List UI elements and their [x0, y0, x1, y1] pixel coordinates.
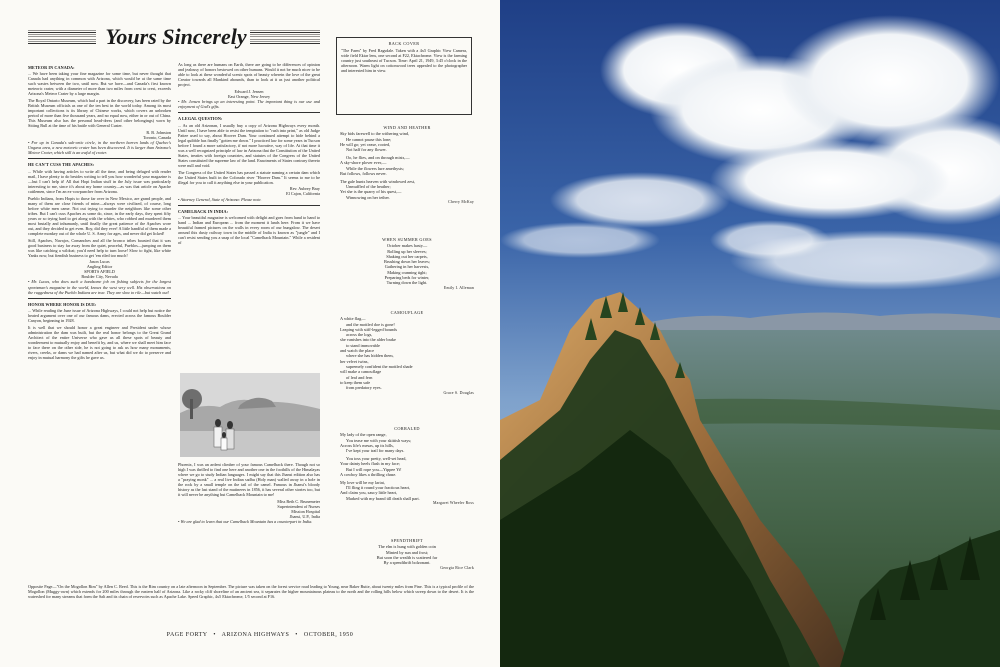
letter-signature: Jason Lucas	[89, 259, 110, 265]
poem-line: Sky bids farewell to the withering wind,	[340, 131, 410, 137]
letter-location: Boulder City, Nevada	[81, 274, 118, 280]
poem-line: where she has hidden them,	[346, 353, 394, 359]
poem-line: across the logs,	[346, 332, 373, 338]
poem-line: Oo, he flies, and on through mists,—	[346, 154, 410, 160]
poem-title: CAMOUFLAGE	[390, 310, 424, 315]
poem-line: I've kept your trail for many days.	[346, 448, 405, 454]
letter-paragraph: ... While with having articles to write all the time, and being deluged with reader mail, I have plenty to do besides writing to tell you how wonderful your magazine is—but I can't help it! All that Hopi Indian stuff in the July issue was particularly interesting to me, since it's about my home country—as was that article on Apache cattlemen, since I'm an ex-cowpuncher from Arizona.	[28, 168, 171, 194]
poem-author: Grace S. Douglas	[443, 390, 474, 395]
divider	[28, 298, 171, 299]
editor-note: • Attorney General, State of Arizona: Please note.	[178, 196, 262, 202]
poem-line: Shaking out her carpets,	[386, 253, 428, 259]
poem-title: WIND AND HEATHER	[383, 125, 431, 130]
poem-line: her velvet twins,	[340, 358, 369, 364]
footer-magazine-name: ARIZONA HIGHWAYS	[221, 632, 290, 638]
letter-signature: Edward J. Jensen	[234, 88, 264, 94]
poem-line: Turning down the light.	[386, 280, 428, 286]
poem-line: A cowboy likes a thrilling chase.	[340, 471, 397, 477]
poem-line: He cannot pause this lone;	[346, 136, 392, 142]
poem-author: Emily I. Alleman	[443, 286, 474, 291]
letter-signature: R. B. Johnston	[146, 129, 171, 135]
poem-author: Margaret Wheeler Ross	[432, 501, 474, 506]
poem-line: My lady of the open range,	[340, 432, 387, 438]
editor-note: • Mr. Lucas, who does such a handsome job on fishing subjects for the largest sportsman's magazine in the world, knows the west very well. His observations on the ruggedness of the Pueblo Indians are true. They are slow to rile—but watch out!	[28, 279, 171, 295]
footer-date: OCTOBER, 1950	[303, 632, 354, 638]
divider	[178, 112, 320, 113]
letter-signature: Rev. Aubrey Bray	[289, 186, 320, 192]
editor-note: • For up in Canada's sub-artic circle, in the northern barren lands of Quebec's Ungava area, a new meteoric crater has been discovered. It is larger than Arizona's Meteor Crater, which still is an awful of crater.	[28, 139, 171, 156]
poem-line: Not half for any flower.	[346, 147, 387, 153]
poem-line: she vanishes into the alder brake	[340, 337, 396, 343]
footer-page-number: PAGE FORTY	[166, 632, 208, 638]
poem-line: Leaping with stiff-legged bounds	[340, 326, 398, 332]
footer-separator: •	[213, 632, 216, 638]
poem-line: of leaf and fern	[346, 374, 373, 380]
letter-heading: HE CAN'T CUSS THE APACHES:	[28, 162, 95, 168]
poem-title: CORRALED	[394, 426, 420, 431]
poem-line: October makes hasty—	[386, 243, 428, 249]
letter-location: Jhansi, U.P., India	[289, 514, 320, 520]
poem-wind-and-heather	[340, 125, 474, 206]
poem-when-summer-goes	[340, 237, 474, 291]
poem-line: He will go; yet cease, rooted,	[340, 141, 391, 147]
poem-line: Winnowing on her tether.	[346, 194, 390, 200]
poem-line: My love will be my lariat,	[340, 479, 385, 485]
poem-line: The gale hunts heaven with windowed zest,	[340, 178, 416, 184]
mogollon-rim-photo	[500, 0, 1000, 667]
poem-line: will make a camouflage	[340, 369, 382, 375]
letter-heading: CAMELBACK IN INDIA:	[178, 208, 229, 214]
poem-line: You tease me with your skittish ways;	[346, 437, 412, 443]
poem-line: Minted by sun and frost;	[385, 549, 429, 555]
poem-line: And claim you, saucy little heart,	[340, 490, 398, 496]
poem-line: supremely confident the mottled shade	[346, 363, 413, 369]
poem-line: Rolling up her sleeves;	[387, 248, 427, 254]
letter-paragraph: Still, Apaches, Navajos, Comanches and all the bronco tribes boasted that it was good business to stay far away from the quiet, peaceful, Pueblos—jumping on them was like catching a wildcat; you'd need help to turn loose! Slow to fight, like white Yanks now, but fiendish business to get 'em riled too much!	[28, 237, 171, 258]
letter-paragraph: ... Your beautiful magazine is welcomed with delight and goes from hand to hand to hand ... Indian and European ... from the moment it lands here. From it we have beautiful framed pictures on the walls in every room of our bungalow. The desert around this dusty railway town in the middle of India is known as "jungle" and I can't resist sending you a snap of the local "Camelback Mountain." While a resident of	[178, 215, 320, 246]
poem-lines	[340, 243, 474, 285]
poem-author: Cherry McKay	[448, 200, 474, 205]
letter-paragraph: Phoenix, I was an ardent climber of your famous Camelback there. Though not so high I was thrilled to find one here and another one in the foothills of the Himalayas where we go to study Indian languages. I might say that this Jhansi edition also has a "praying monk" ... a real live Indian sadhu (Holy man) walled away in a hole in the rock by a small temple on the tail of the camel. Famous in Jhansi's bloody history as the last stand of the mutineers in 1856, it has several other stories too, but it will never be anything but Camelback Mountain to me!	[178, 462, 320, 498]
poem-author: Georgia Rice Clark	[440, 565, 474, 570]
back-cover-box	[336, 37, 472, 115]
poem-spendthrift	[340, 538, 474, 571]
editor-note: • We are glad to learn that our Camelback Mountain has a counterpart in India.	[178, 519, 313, 525]
divider	[28, 158, 171, 159]
letter-paragraph: The Congress of the United States has passed a statute naming a certain dam which the United States built in the Colorado river "Hoover Dam." It seems to me to be illegal for you to call it anything else in your publication.	[178, 169, 320, 185]
back-cover-text: "The Farm" by Fred Ragsdale. Taken with a 4x5 Graphic View Camera, wide field Ektar lens, one second at F22, Ektachrome. View is the farming country just southeast of Tucson. Time: April 21, 1949, 3:45 o'clock in the afternoon. Warm light on cottonwood trees appealed to the photographer and interested him in view.	[341, 48, 467, 74]
poem-line: A white flag—	[340, 316, 366, 322]
letter-location: El Cajon, California	[286, 191, 320, 197]
poem-line: By a spendthrift bolzonant.	[383, 560, 431, 566]
letter-paragraph: ... We have been taking your fine magazine for some time, but never thought that Canada had anything in common with Arizona, which would be at the same time such wastes between the two, until now. But we have—and Canada's first known meteoric crater, with a diameter of more than two miles from crest to crest, exceeds Arizona's Meteor Crater by a large margin.	[28, 71, 171, 97]
letter-heading: A LEGAL QUESTION:	[178, 116, 223, 122]
letter-title: Angling Editor	[86, 264, 113, 270]
letter-location: Toronto, Canada	[143, 134, 171, 140]
poem-line: But I will rope you—Yippee Yi!	[346, 466, 402, 472]
footer-separator: •	[295, 632, 298, 638]
poem-line: Your dainty heels flash in my face;	[340, 461, 400, 467]
poem-line: to stand immovable	[346, 342, 380, 348]
poem-line: Preparing beds for winter,	[384, 275, 430, 281]
poem-line: Making cranning tight;	[387, 269, 427, 275]
poem-title: WHEN SUMMER GOES	[382, 237, 432, 242]
poem-line: Gathering in her harvests,	[384, 264, 430, 270]
poem-lines	[340, 544, 474, 565]
poem-line: and the mottled doe is gone!	[346, 321, 395, 327]
page-footer	[130, 632, 390, 638]
poem-lines	[340, 432, 474, 501]
poem-line: Unmuffled of the heather;	[346, 183, 391, 189]
page-title: Yours Sincerely	[105, 24, 247, 49]
column-2	[178, 62, 320, 247]
poem-lines	[340, 316, 474, 390]
column-2-continued	[178, 462, 320, 526]
letter-paragraph: As long as there are humans on Earth, there are going to be differences of opinion and jealousy of honors bestowed on other humans. Would it not be much nicer to be able to look at these wonderful scenic spots of beauty wherein the love of the great Creator towards all Mankind abounds, than to look at it as just another political project.	[178, 62, 320, 88]
letter-paragraph: ... As an old Arizonan, I usually buy a copy of Arizona Highways every month. Until now, I have been able to resist the temptation to "rush into print," as old Judge Pattee used to say, about Hoover Dam. Your continued attempt to hide behind a legal quibble has finally "gotten me down." I practiced law for some years in Tucson before I found a more satisfactory, if not more lucrative, way of life. At that time it was a well recognized principle of law in Arizona that the Constitution of the United States, treaties with foreign countries, and statutes of the Congress of the United States constituted the supreme law of the land. Enactments of States contrary thereto were null and void.	[178, 122, 320, 169]
poem-line: from predatory eyes.	[346, 385, 382, 391]
poem-lines	[340, 131, 474, 200]
letter-heading: METEOR IN CANADA:	[28, 64, 75, 70]
letter-publication: SPORTS AFIELD	[84, 269, 115, 275]
back-cover-title: BACK COVER	[388, 41, 420, 46]
photo-illustration	[180, 373, 320, 457]
divider	[178, 205, 320, 206]
poem-line: Yet she is the quarry of his quest,—	[340, 189, 402, 195]
poem-line: But follows, follows never.	[340, 170, 387, 176]
poem-line: Across life's mesas, up its hills,	[340, 442, 394, 448]
letter-heading: HONOR WHERE HONOR IS DUE:	[28, 301, 97, 307]
letter-paragraph: Pueblo Indians, from Hopis to those far over in New Mexico, are grand people, and many of them are close friends of mine—always were civilized, of course, long before white men came. Not out trying to murder the neighbors like some other tribes. But I can't cuss Apaches as some do, since, in the early days, they spent fifty years or so trying hard to get along with the whites, who robbed and murdered them most brutally and inhumanly, until finally the great patience of the Apaches wore out, and they decided to get even. Boy, did they ever! A little handful of them made a complete monkey out of the whole U. S. Army for ages, and never did get licked!	[28, 195, 171, 236]
letter-organization: Mission Hospital	[291, 509, 320, 515]
poem-line: But soon the wealth is scattered far	[376, 554, 438, 560]
letter-signature: Miss Beth C. Brunemeier	[277, 498, 320, 504]
letter-paragraph: ... While reading the June issue of Arizona Highways, I could not help but notice the heated argument over one of our famous dams, erected across the famous Boulder Canyon, beginning in 1928.	[28, 308, 171, 324]
poem-line: Brushing down her leaves;	[384, 259, 430, 265]
poem-line: I'll fling it round your fractious heart,	[346, 484, 411, 490]
editor-note: • Mr. Jensen brings up an interesting point. The important thing is our use and enjoyment of God's gifts.	[178, 98, 320, 109]
poem-line: A sky-shore plover ever,—	[340, 160, 387, 166]
poem-camouflage	[340, 310, 474, 396]
title-rule-right	[250, 30, 320, 44]
poem-line: The elm is hung with golden coin	[378, 544, 436, 550]
poem-line: and watch the place	[340, 348, 374, 354]
poem-line: Marked with my brand till death shall part.	[346, 495, 420, 501]
poem-line: You toss your pretty, well-set head,	[346, 455, 407, 461]
letter-paragraph: The Royal Ontario Museum, which had a part in the discovery, has been rated by the British Museum officials as one of the ten best in the world today. Among its most important collections is its library of Chinese works, which covers an unbroken period of more than five thousand years, and no equal now, either in or out of China. This Museum also has the personal head-dress (and other belongings) worn by Sitting Bull at the time of his battle with General Custer.	[28, 97, 171, 129]
letter-location: East Orange, New Jersey	[227, 93, 271, 99]
poem-line: While the flowers lure amethysts;	[346, 165, 404, 171]
opposite-page-caption: Opposite Page—"On the Mogollon Rim" by Allen C. Reed. This is the Rim country on a late afternoon in September. The picture was taken on the forest service road leading to Young, near Baker Butte, about twenty miles from Pine. This is a typical profile of the Mogollon (Muggy-own) which extends for 200 miles through the eastern half of Arizona. Like a rocky cliff shoreline of an ancient sea, it separates the higher mountainous plateau to the north and the rolling hills below which sweep down to the desert. It is the watershed for many streams that form the Salt and its chain of reservoirs such as Apache Lake. Speed Graphic, 4x5 Ektachrome, 1/5 second at F16.	[28, 584, 474, 600]
poem-corraled	[340, 426, 474, 507]
column-1	[28, 62, 171, 362]
poem-line: to keep them safe	[340, 379, 371, 385]
letter-title: Superintendent of Nurses	[277, 503, 320, 509]
letter-paragraph: It is well that we should honor a great engineer and President under whose administration the dam was built, but the real honor belongs to the Great Grand Architect of the entire Universe who gave us all these spots of beauty and wonderment to mutually enjoy and benefit by, and us, where we shall meet him face to face there on the other side, he is not going to ask us how many monuments, rivers, creeks, or dams we had named after us, but what did we do to preserve and enjoy in mutual harmony the gifts he gave us.	[28, 325, 171, 361]
landscape-illustration	[500, 0, 1000, 667]
camelback-india-photo	[180, 373, 320, 457]
poem-title: SPENDTHRIFT	[391, 538, 423, 543]
title-rule-left	[28, 30, 96, 44]
